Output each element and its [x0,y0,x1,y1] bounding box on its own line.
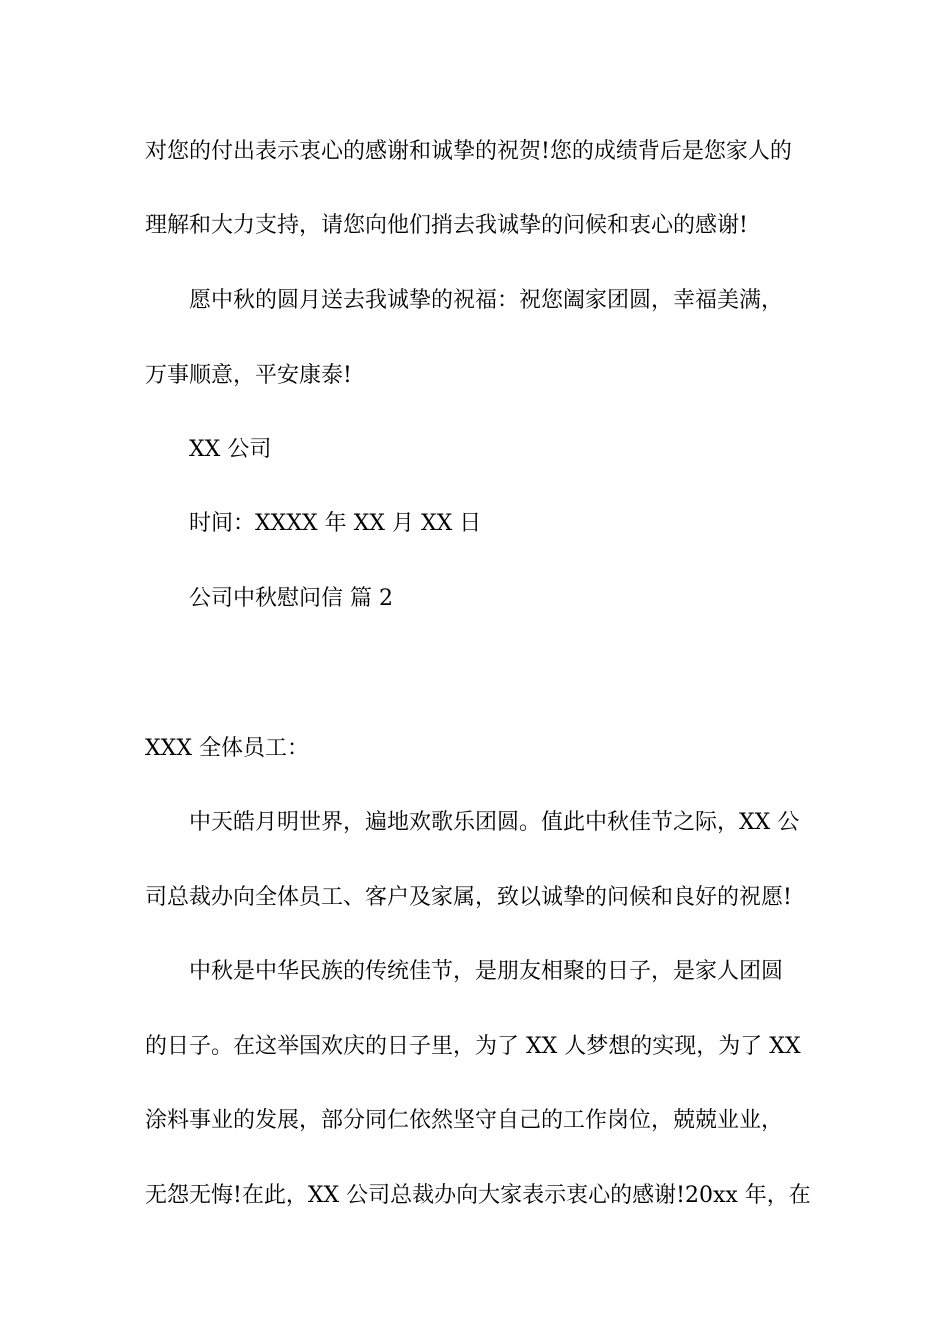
company-signature: XX 公司 [189,437,272,462]
paragraph-start-line: 中秋是中华民族的传统佳节，是朋友相聚的日子，是家人团圆 [189,959,784,984]
text-line: 对您的付出表示衷心的感谢和诚挚的祝贺!您的成绩背后是您家人的 [145,139,792,164]
paragraph-start-line: 中天皓月明世界，遍地欢歌乐团圆。值此中秋佳节之际，XX 公 [189,810,800,835]
date-line: 时间：XXXX 年 XX 月 XX 日 [189,511,482,536]
text-line: 的日子。在这举国欢庆的日子里，为了 XX 人梦想的实现，为了 XX [145,1034,801,1059]
section-heading: 公司中秋慰问信 篇 2 [189,586,393,611]
text-line: 无怨无悔!在此，XX 公司总裁办向大家表示衷心的感谢!20xx 年，在 [145,1183,811,1208]
paragraph-start-line: 愿中秋的圆月送去我诚挚的祝福：祝您阖家团圆，幸福美满， [189,288,784,313]
text-line: 司总裁办向全体员工、客户及家属，致以诚挚的问候和良好的祝愿! [145,885,792,910]
text-line: 涂料事业的发展，部分同仁依然坚守自己的工作岗位，兢兢业业， [145,1108,784,1133]
text-line: 万事顺意，平安康泰! [145,363,352,388]
salutation: XXX 全体员工： [145,736,309,761]
text-line: 理解和大力支持，请您向他们捎去我诚挚的问候和衷心的感谢! [145,213,748,238]
